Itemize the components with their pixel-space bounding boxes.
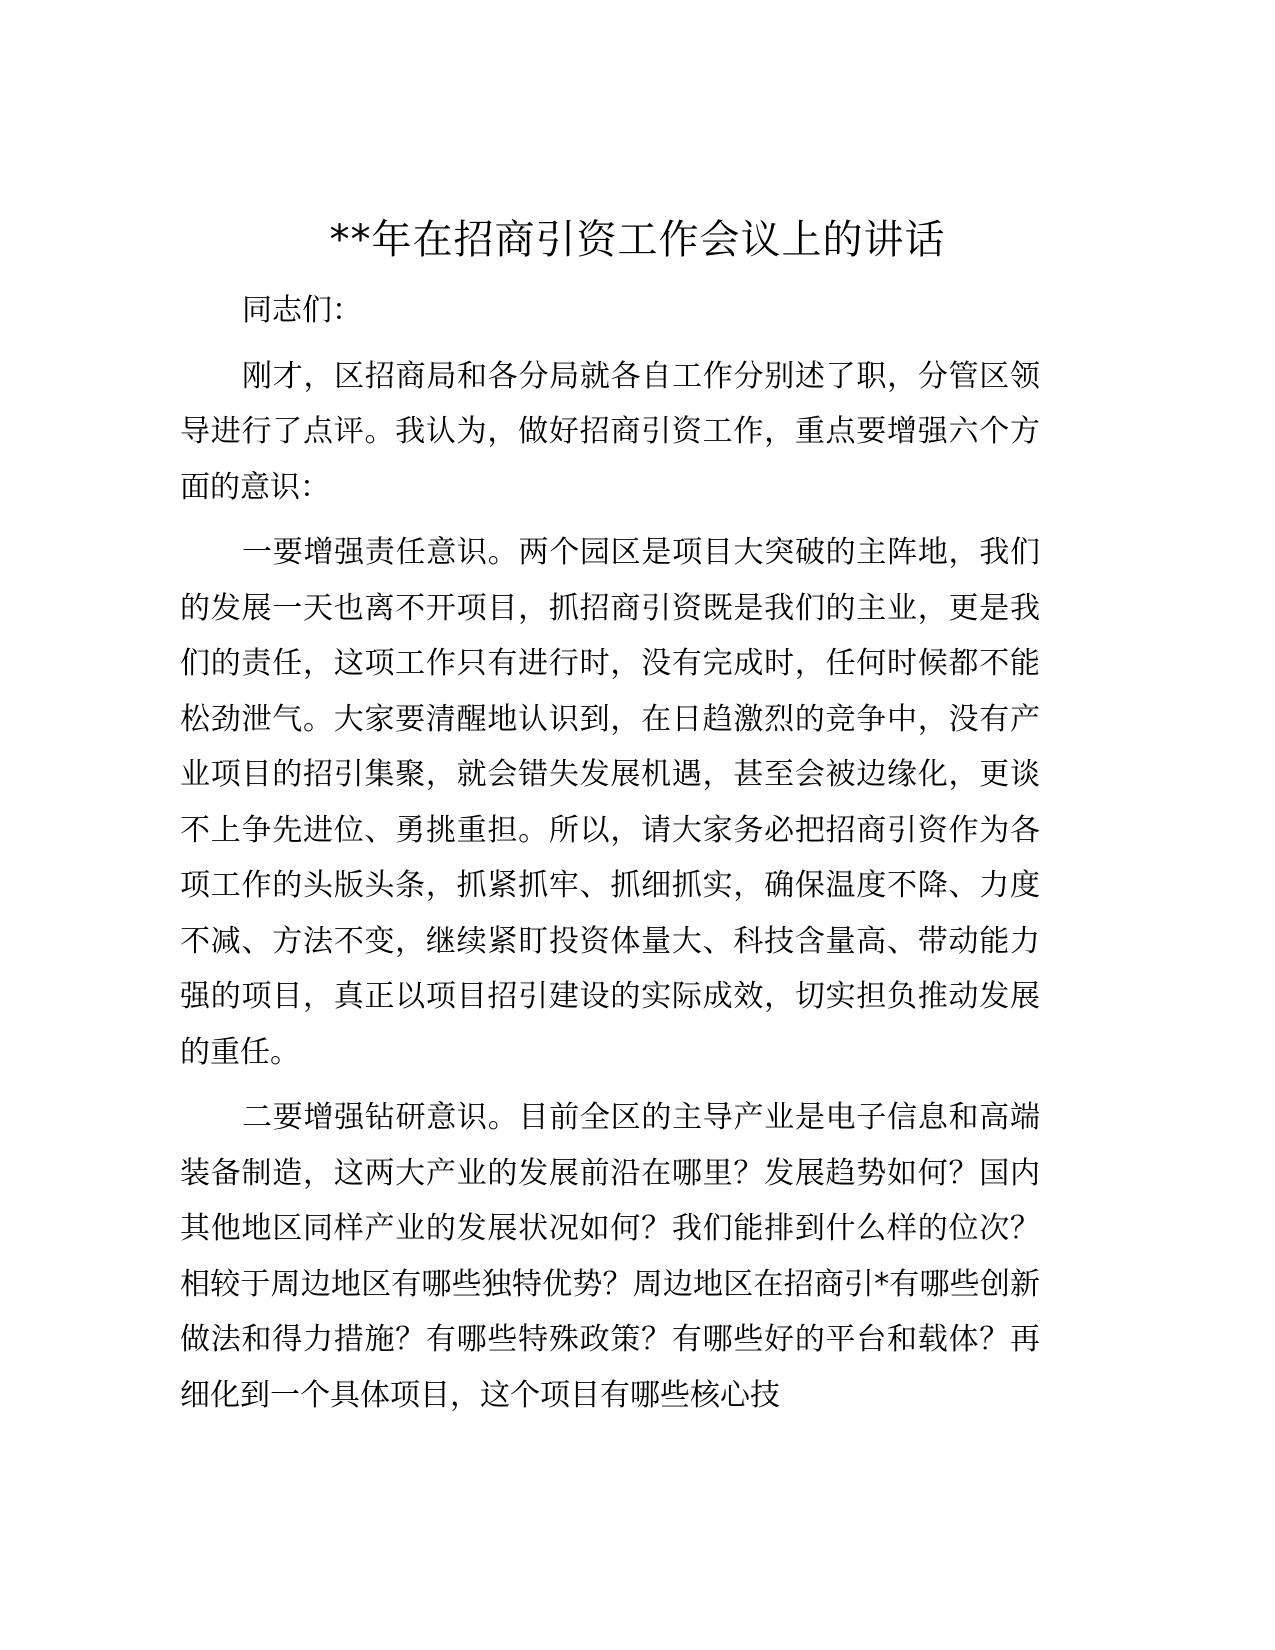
document-body (180, 283, 1040, 1433)
paragraph-intro: 刚才，区招商局和各分局就各自工作分别述了职，分管区领导进行了点评。我认为，做好招商引资工作，重点要增强六个方面的意识： (180, 358, 1040, 505)
paragraph-responsibility: 一要增强责任意识。两个园区是项目大突破的主阵地，我们的发展一天也离不开项目，抓招商引资既是我们的主业，更是我们的责任，这项工作只有进行时，没有完成时，任何时候都不能松劲泄气。大家要清醒地认识到，在日趋激烈的竞争中，没有产业项目的招引集聚，就会错失发展机遇，甚至会被边缘化，更谈不上争先进位、勇挑重担。所以，请大家务必把招商引资作为各项工作的头版头条，抓紧抓牢、抓细抓实，确保温度不降、力度不减、方法不变，继续紧盯投资体量大、科技含量高、带动能力强的项目，真正以项目招引建设的实际成效，切实担负推动发展的重任。 (180, 535, 1040, 1070)
paragraph-research: 二要增强钻研意识。目前全区的主导产业是电子信息和高端装备制造，这两大产业的发展前沿在哪里？发展趋势如何？国内其他地区同样产业的发展状况如何？我们能排到什么样的位次？相较于周边地区有哪些独特优势？周边地区在招商引*有哪些创新做法和得力措施？有哪些特殊政策？有哪些好的平台和载体？再细化到一个具体项目，这个项目有哪些核心技 (180, 1100, 1040, 1413)
document-title: **年在招商引资工作会议上的讲话 (329, 217, 946, 263)
paragraph-salutation: 同志们： (242, 293, 362, 328)
